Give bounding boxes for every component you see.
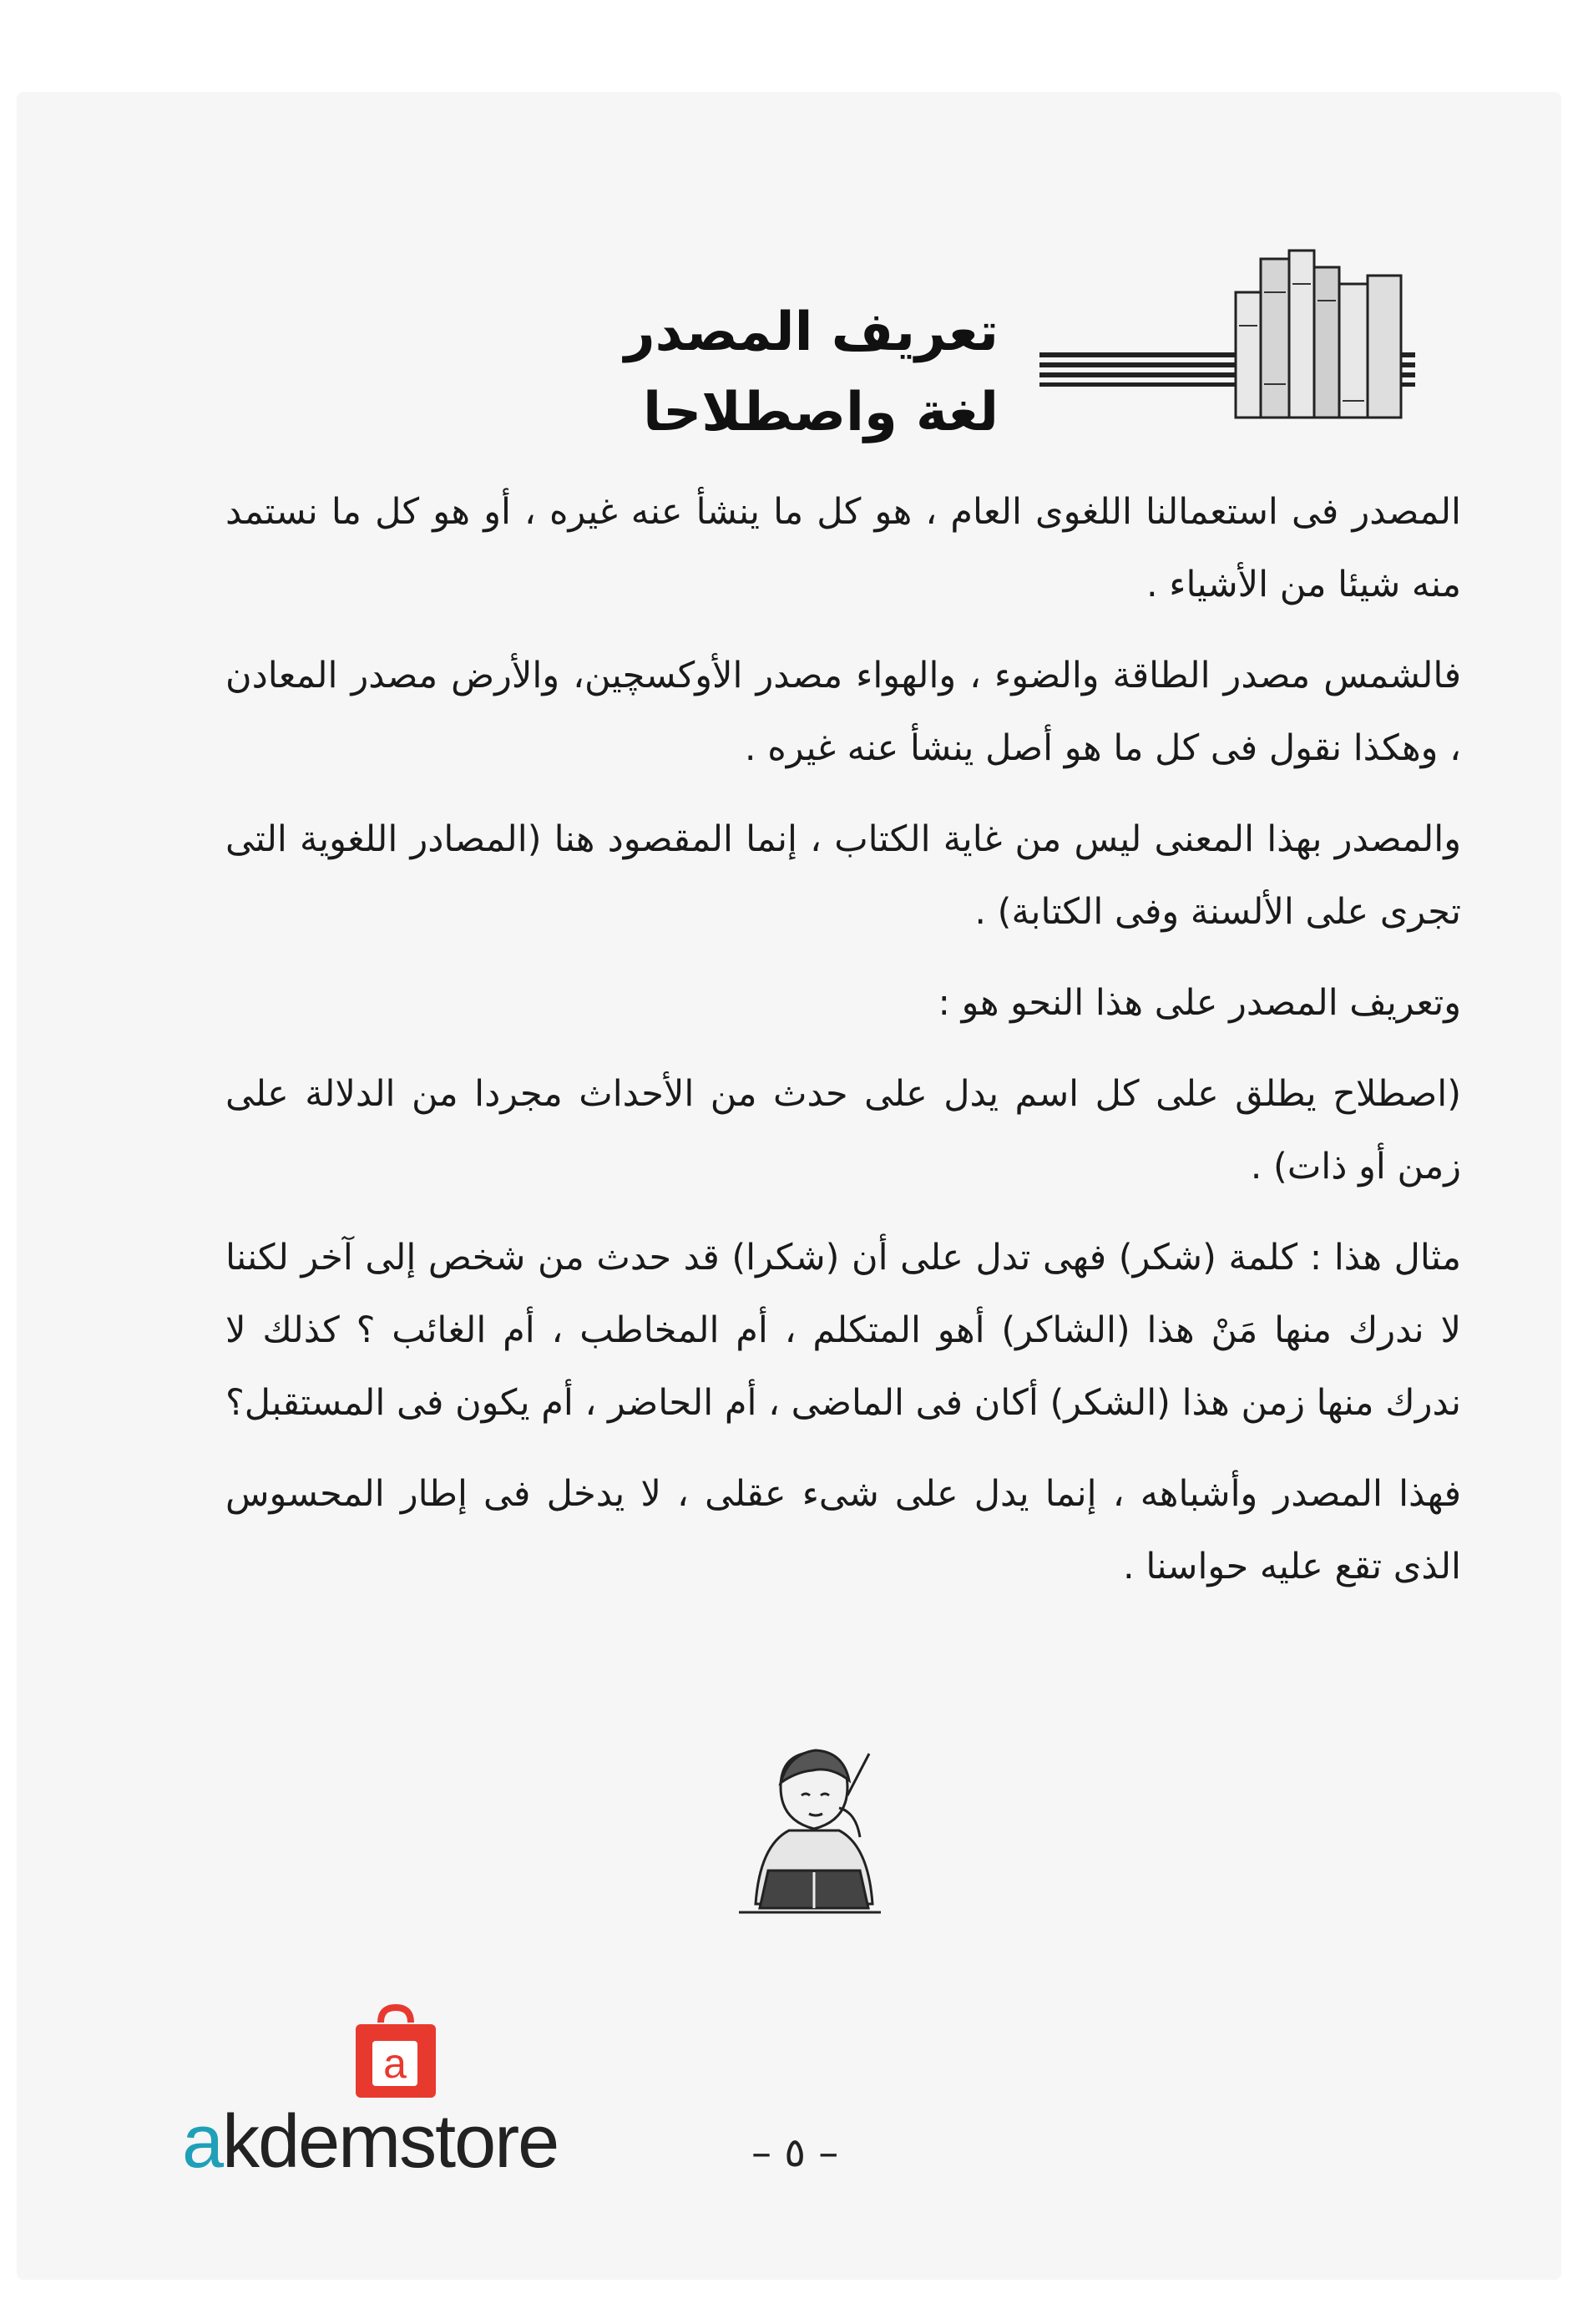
paragraph: والمصدر بهذا المعنى ليس من غاية الكتاب ، إنما المقصود هنا (المصادر اللغوية التى تجرى على الألسنة وفى الكتابة) . xyxy=(225,818,1461,933)
body-text xyxy=(225,476,1461,1622)
student-reading-icon xyxy=(722,1737,898,1929)
paragraph: (اصطلاح يطلق على كل اسم يدل على حدث من الأحداث مجردا من الدلالة على زمن أو ذات) . xyxy=(225,1073,1461,1187)
logo-brand-rest: kdemstore xyxy=(222,2100,559,2184)
store-logo-icon xyxy=(349,2004,443,2103)
paragraph: المصدر فى استعمالنا اللغوى العام ، هو كل ما ينشأ عنه غيره ، أو هو كل ما نستمد منه شيئا من الأشياء . xyxy=(225,491,1461,605)
store-logo-text xyxy=(182,2096,558,2188)
page-title xyxy=(625,292,999,453)
paragraph: فهذا المصدر وأشباهه ، إنما يدل على شىء عقلى ، لا يدخل فى إطار المحسوس الذى تقع عليه حواسنا . xyxy=(225,1473,1461,1587)
title-line-2: لغة واصطلاحا xyxy=(643,382,999,443)
paragraph: وتعريف المصدر على هذا النحو هو : xyxy=(938,982,1461,1024)
paragraph: مثال هذا : كلمة (شكر) فهى تدل على أن (شكرا) قد حدث من شخص إلى آخر لكننا لا ندرك منها مَنْ هذا (الشاكر) أهو المتكلم ، أم المخاطب ، أم الغائب ؟ كذلك لا ندرك منها زمن هذا (الشكر) أكان فى الماضى ، أم الحاضر ، أم يكون فى المستقبل؟ xyxy=(225,1237,1461,1424)
page-number: – ٥ – xyxy=(751,2129,839,2176)
logo-brand-first: a xyxy=(182,2100,223,2184)
title-line-1: تعريف المصدر xyxy=(624,301,999,363)
logo-icon-letter: a xyxy=(383,2040,407,2087)
books-icon xyxy=(1227,242,1411,426)
paragraph: فالشمس مصدر الطاقة والضوء ، والهواء مصدر الأوكسچين، والأرض مصدر المعادن ، وهكذا نقول فى كل ما هو أصل ينشأ عنه غيره . xyxy=(225,655,1461,769)
